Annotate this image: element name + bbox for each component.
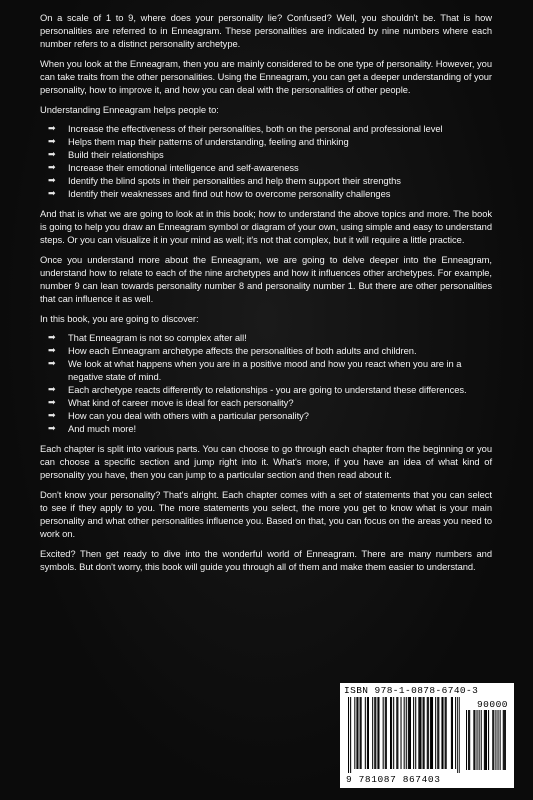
arrow-icon: ➡	[48, 162, 56, 172]
barcode-digits: 9 781087 867403	[346, 774, 441, 785]
list-item: ➡ Build their relationships	[48, 149, 164, 160]
arrow-icon: ➡	[48, 423, 56, 433]
barcode-bar	[418, 697, 419, 769]
barcode-bar	[368, 697, 369, 769]
arrow-icon: ➡	[48, 397, 56, 407]
arrow-icon: ➡	[48, 384, 56, 394]
list-item: ➡ And much more!	[48, 423, 137, 434]
barcode-bar	[419, 697, 420, 769]
barcode-bar	[361, 697, 362, 769]
barcode-bar	[488, 710, 489, 770]
price-code: 90000	[476, 699, 508, 710]
barcode-bar	[474, 710, 475, 770]
arrow-icon: ➡	[48, 149, 56, 159]
barcode-bar	[479, 710, 480, 770]
barcode-bar	[486, 710, 487, 770]
barcode-bar	[404, 697, 405, 769]
list-item: ➡ That Enneagram is not so complex after all!	[48, 332, 247, 343]
barcode-bar	[354, 697, 355, 769]
barcode-bar	[386, 697, 387, 769]
list-item: ➡ We look at what happens when you are in a positive mood and how you react when you are in a negative state of mind.	[48, 358, 462, 382]
list-item: ➡ Increase the effectiveness of their personalities, both on the personal and professional level	[48, 123, 443, 134]
barcode-bar	[413, 697, 414, 769]
barcode-bar	[504, 710, 505, 770]
barcode-bar	[446, 697, 447, 769]
barcode-bar	[441, 697, 442, 769]
isbn-barcode	[340, 683, 514, 788]
benefits-list	[40, 122, 492, 200]
barcode-bar	[451, 697, 452, 769]
barcode-bar	[377, 697, 378, 769]
list-item: ➡ Each archetype reacts differently to relationships - you are going to understand these differences.	[48, 384, 467, 395]
barcode-bar	[459, 697, 460, 773]
closing-paragraph: Excited? Then get ready to dive into the wonderful world of Enneagram. There are many numbers and symbols. But don't worry, this book will guide you through all of them and make them easier to understand.	[40, 548, 492, 572]
paragraph-archetypes: Once you understand more about the Enneagram, we are going to delve deeper into the Enneagram, understand how to relate to each of the nine archetypes and how it influences other archetypes. For example, number 9 can lean towards personality number 8 and personality number 1. But there are other personalities that can influence it as well.	[40, 254, 492, 304]
arrow-icon: ➡	[48, 410, 56, 420]
barcode-bar	[492, 710, 493, 770]
barcode-bar	[385, 697, 386, 769]
list-intro-discover: In this book, you are going to discover:	[40, 313, 199, 324]
paragraph-statements: Don't know your personality? That's alright. Each chapter comes with a set of statements that you can select to see if they apply to you. The more statements you select, the more you get to know what is your main personality and what other personalities influence you. Based on that, you can focus on the areas you need to work on.	[40, 489, 492, 539]
barcode-bar	[360, 697, 361, 769]
barcode-bar	[390, 697, 391, 769]
barcode-bar	[430, 697, 431, 769]
barcode-bar	[469, 710, 470, 770]
barcode-bar	[393, 697, 394, 769]
barcode-bar	[438, 697, 439, 769]
list-item: ➡ How can you deal with others with a particular personality?	[48, 410, 309, 421]
barcode-bar	[500, 710, 501, 770]
barcode-bar	[367, 697, 368, 769]
barcode-bar	[365, 697, 366, 769]
list-item: ➡ Identify their weaknesses and find out how to overcome personality challenges	[48, 188, 391, 199]
back-cover-text	[40, 11, 492, 580]
barcode-bar	[378, 697, 379, 769]
barcode-bar	[408, 697, 409, 769]
barcode-bar	[350, 697, 351, 773]
barcode-bar	[383, 697, 384, 769]
barcode-bar	[477, 710, 478, 770]
barcode-bar	[428, 697, 429, 769]
barcode-bar	[391, 697, 392, 769]
isbn-text: ISBN 978-1-0878-6740-3	[344, 685, 479, 696]
barcode-bar	[420, 697, 421, 769]
barcode-bar	[498, 710, 499, 770]
barcode-bar	[401, 697, 402, 769]
arrow-icon: ➡	[48, 358, 56, 368]
barcode-bar	[437, 697, 438, 769]
list-item: ➡ Helps them map their patterns of understanding, feeling and thinking	[48, 136, 349, 147]
paragraph-enneagram-overview: When you look at the Enneagram, then you are mainly considered to be one type of personality. However, you can take traits from the other personalities. Using the Enneagram, you can get a deeper understanding of your personality, how to improve it, and how you can deal with the personalities of other people.	[40, 58, 492, 95]
barcode-bar	[424, 697, 425, 769]
list-item: ➡ What kind of career move is ideal for each personality?	[48, 397, 294, 408]
barcode-bar	[468, 710, 469, 770]
barcode-bar	[484, 710, 485, 770]
barcode-bar	[357, 697, 358, 769]
barcode-bar	[495, 710, 496, 770]
barcode-bar	[423, 697, 424, 769]
barcode-bar	[396, 697, 397, 769]
barcode-bar	[485, 710, 486, 770]
barcode-bar	[432, 697, 433, 769]
barcode-bar	[415, 697, 416, 769]
list-item: ➡ How each Enneagram archetype affects the personalities of both adults and children.	[48, 345, 417, 356]
barcode-bar	[455, 697, 456, 769]
barcode-bar	[410, 697, 411, 769]
barcode-bar	[348, 697, 349, 773]
barcode-addon-bars	[466, 710, 508, 773]
barcode-bar	[443, 697, 444, 769]
barcode-bar	[493, 710, 494, 770]
barcode-bar	[397, 697, 398, 769]
barcode-bar	[466, 710, 467, 770]
barcode-bar	[409, 697, 410, 769]
discover-list	[40, 331, 492, 435]
paragraph-chapter-structure: Each chapter is split into various parts. You can choose to go through each chapter from the beginning or you can choose a specific section and jump right into it. What's more, if you have an idea of what kind of personality you have, then you can jump to a particular section and then read about it.	[40, 443, 492, 480]
paragraph-book-purpose: And that is what we are going to look at in this book; how to understand the above topics and more. The book is going to help you draw an Enneagram symbol or diagram of your own, using simple and easy to understand steps. Or you can visualize it in your mind as well; it's not that complex, but it will require a little practice.	[40, 208, 492, 245]
list-item: ➡ Identify the blind spots in their personalities and help them support their strengths	[48, 175, 401, 186]
barcode-bar	[445, 697, 446, 769]
list-intro-benefits: Understanding Enneagram helps people to:	[40, 104, 219, 115]
barcode-bar	[452, 697, 453, 769]
barcode-bar	[427, 697, 428, 769]
arrow-icon: ➡	[48, 332, 56, 342]
barcode-bar	[374, 697, 375, 769]
barcode-bar	[435, 697, 436, 769]
barcode-bar	[406, 697, 407, 769]
arrow-icon: ➡	[48, 136, 56, 146]
barcode-bar	[457, 697, 458, 773]
barcode-bars	[348, 697, 460, 773]
barcode-bar	[473, 710, 474, 770]
list-item: ➡ Increase their emotional intelligence and self-awareness	[48, 162, 299, 173]
intro-paragraph: On a scale of 1 to 9, where does your personality lie? Confused? Well, you shouldn't be. That is how personalities are referred to in Enneagram. These personalities are indicated by nine numbers where each number refers to a distinct personality archetype.	[40, 12, 492, 49]
barcode-bar	[431, 697, 432, 769]
barcode-bar	[505, 710, 506, 770]
barcode-bar	[372, 697, 373, 769]
arrow-icon: ➡	[48, 188, 56, 198]
barcode-bar	[503, 710, 504, 770]
arrow-icon: ➡	[48, 345, 56, 355]
barcode-bar	[356, 697, 357, 769]
barcode-bar	[375, 697, 376, 769]
arrow-icon: ➡	[48, 123, 56, 133]
barcode-bar	[481, 710, 482, 770]
arrow-icon: ➡	[48, 175, 56, 185]
